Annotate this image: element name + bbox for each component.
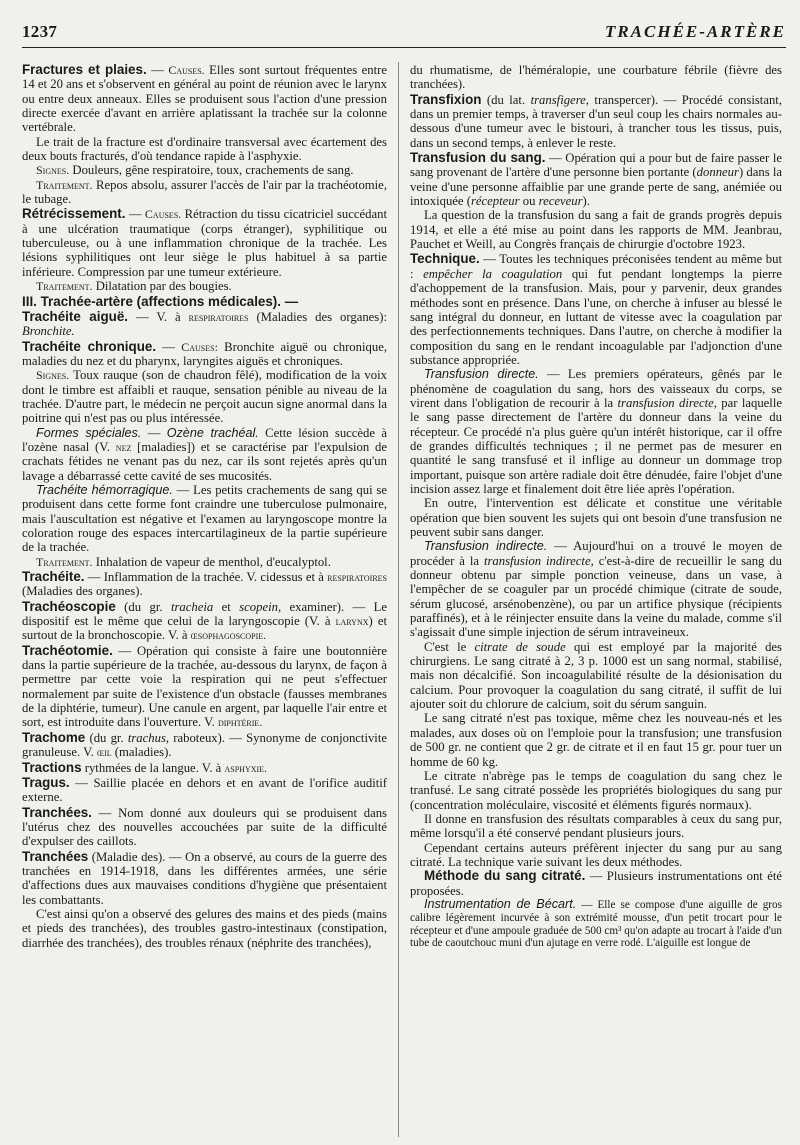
paragraph: Traitement. Inhalation de vapeur de menthol, d'eucalyptol. <box>36 554 331 569</box>
headword: Transfusion du sang. <box>410 150 546 166</box>
entry-tracheoscopie: Trachéoscopie (du gr. tracheia et scopein, examiner). — Le dispositif est le même que celui de la laryngoscopie (V. à larynx) et surtout de la bronchoscopie. V. à œsophagoscopie. <box>22 598 388 643</box>
entry-tractions: Tractions rythmées de la langue. V. à asphyxie. <box>22 759 268 775</box>
headword: Tranchées. <box>22 804 92 820</box>
headword: Transfixion <box>410 91 482 107</box>
entry-technique: Technique. — Toutes les techniques préconisées tendent au même but : empêcher la coagulation qui fut pendant longtemps la pierre d'achoppement de la transfusion. Mais, pour y parvenir, deux grandes méthodes sont en présence. Dans l'une, on cherche à infuser au blessé le sang intégral du donneur, en luttant de vitesse avec la coagulation par des perfectionnements techniques. Dans l'autre, on cherche à modifier la composition du sang en le rendant incoagulable par l'adjonction d'une substance appropriée. <box>410 251 783 367</box>
headword: Tranchées <box>22 848 89 864</box>
headword: Méthode du sang citraté. <box>424 868 586 884</box>
paragraph: Instrumentation de Bécart. — Elle se compose d'une aiguille de gros calibre légèrement incurvée à son extrémité mousse, d'un petit trocart pour le récepteur et d'une ampoule graduée de 500 cm³ qu'on adapte au trocart à l'aide d'un tube de caoutchouc muni d'un ajutage en verre rodé. L'aiguille est longue de <box>410 896 782 950</box>
entry-transfusion: Transfusion du sang. — Opération qui a pour but de faire passer le sang provenant de l'artère d'une personne bien portante (donneur) dans la veine d'une personne affaiblie par une grande perte de sang, anémiée ou intoxiquée (récepteur ou receveur). <box>410 150 782 209</box>
entry-tranchees: Tranchées. — Nom donné aux douleurs qui se produisent dans l'utérus chez des nouvelles accouchées par suite de la difficulté d'expulser des caillots. <box>22 804 387 849</box>
entry-transfixion: Transfixion (du lat. transfigere, transpercer). — Procédé consistant, dans un premier temps, à traverser d'un seul coup les chairs normales au-dessous d'une tumeur avec le bistouri, à trancher tous les tissus, puis, dans un second temps, à enlever le reste. <box>410 91 782 150</box>
headword: Technique. <box>410 251 480 267</box>
paragraph: Cependant certains auteurs préfèrent injecter du sang pur au sang citraté. La technique varie suivant les deux méthodes. <box>410 840 782 869</box>
headword: Trachéotomie. <box>22 642 113 658</box>
right-column <box>410 62 782 950</box>
headword: Trachéite chronique. <box>22 338 157 354</box>
entry-fractures: Fractures et plaies. — Causes. Elles sont surtout fréquentes entre 14 et 20 ans et s'observent en général au point de réunion avec le larynx ou entre deux anneaux. Elles se produisent sous l'action d'une pression directe exercée d'avant en arrière aplatissant la trachée sur la colonne vertébrale. <box>22 62 387 135</box>
paragraph: Il donne en transfusion des résultats comparables à ceux du sang pur, même lorsqu'il a été conservé pendant plusieurs jours. <box>410 811 782 841</box>
paragraph: Signes. Toux rauque (son de chaudron fêlé), modification de la voix dont le timbre est affaibli et rauque, sensation pénible au niveau de la trachée. D'autre part, le médecin ne perçoit aucun signe anormal dans la poitrine qui n'est pas ou plus intéressée. <box>22 368 387 426</box>
paragraph: Traitement. Dilatation par des bougies. <box>36 279 232 294</box>
paragraph: Trachéite hémorragique. — Les petits crachements de sang qui se produisent dans cette forme font craindre une tuberculose pulmonaire, mais l'auscultation est négative et l'examen au laryngoscope montre la coloration rouge des espaces intercartilagineux de la partie supérieure de la trachée. <box>22 482 387 555</box>
entry-trachome: Trachome (du gr. trachus, raboteux). — Synonyme de conjonctivite granuleuse. V. œil (maladies). <box>22 729 387 760</box>
section-heading: III. Trachée-artère (affections médicales). — <box>22 293 299 309</box>
headword: Trachéite. <box>22 569 85 585</box>
paragraph: Formes spéciales. — Ozène trachéal. Cette lésion succède à l'ozène nasal (V. nez [maladies]) et se caractérise par l'expulsion de crachats fétides ne venant pas du nez, car ils sont rejetés après qu'un lavage a débarrassé cette cavité de ses mucosités. <box>22 425 388 483</box>
entry-tracheotomie: Trachéotomie. — Opération qui consiste à faire une boutonnière dans la partie supérieure de la trachée, au-dessous du larynx, de façon à permettre par cette voie la respiration qui ne peut s'effectuer normalement par suite de l'existence d'un obstacle (fausses membranes de la diphtérie, tumeur). Une canule en argent, par laquelle l'air entre et sort, est introduite dans l'ouverture. V. diphtérie. <box>22 642 387 730</box>
paragraph: C'est le citrate de soude qui est employé par la majorité des chirurgiens. Le sang citraté à 2, 3 p. 1000 est un sang normal, stabilisé, mais non décalcifié. Son incoagulabilité résulte de la désionisation du calcium. Pour provoquer la coagulation du sang citraté, il suffit de lui ajouter soit du chlorure de calcium, soit du sérum sanguin. <box>410 639 782 712</box>
running-title: TRACHÉE-ARTÈRE <box>604 22 786 41</box>
headword: Trachéite aiguë. <box>22 308 128 324</box>
left-column <box>22 62 387 950</box>
paragraph: Méthode du sang citraté. — Plusieurs instrumentations ont été proposées. <box>410 868 782 898</box>
paragraph: Le citrate n'abrège pas le temps de coagulation du sang chez le tranfusé. Le sang citraté possède les propriétés biologiques du sang pur (concentration moléculaire, viscosité et éléments figurés normaux). <box>410 768 782 812</box>
column-divider <box>398 62 399 1137</box>
paragraph: En outre, l'intervention est délicate et constitue une véritable opération que bien souvent les sujets qui ont besoin d'une transfusion ne peuvent subir sans danger. <box>410 496 782 539</box>
entry-retrecissement: Rétrécissement. — Causes. Rétraction du tissu cicatriciel succédant à une ulcération traumatique (corps étranger), syphilitique ou tuberculeuse, ou à une inflammation chronique de la trachée. Les lésions syphilitiques ont leur siège le plus habituel à sa partie inférieure. Compression par une tumeur extérieure. <box>22 206 387 279</box>
page-header <box>0 0 800 48</box>
paragraph: Signes. Douleurs, gêne respiratoire, toux, crachements de sang. <box>36 163 354 178</box>
paragraph: Traitement. Repos absolu, assurer l'accès de l'air par la trachéotomie, le tubage. <box>22 177 387 207</box>
headword: Tragus. <box>22 774 70 790</box>
entry-tracheite-chronique: Trachéite chronique. — Causes: Bronchite aiguë ou chronique, maladies du nez et du pharynx, laryngites aiguës et chroniques. <box>22 338 388 368</box>
paragraph: C'est ainsi qu'on a observé des gelures des mains et des pieds (mains et pieds des tranchées), des troubles gastro-intestinaux (constipation, diarrhée des tranchées), des troubles rénaux (néphrite des tranchées), <box>22 906 387 950</box>
headword: Tractions <box>22 759 82 775</box>
paragraph: Transfusion indirecte. — Aujourd'hui on a trouvé le moyen de procéder à la transfusion indirecte, c'est-à-dire de recueillir le sang du donneur obtenu par simple ponction veineuse, dans un vase, à l'empêcher de se coaguler par un procédé chimique (citrate de soude, sérum glucosé, arsénobenzène), ou par un artifice physique (récipients paraffinés), et à le réinjecter ensuite dans la veine du malade, comme s'il s'agissait d'une simple injection de sérum intraveineux. <box>410 539 783 640</box>
headword: Trachome <box>22 729 86 745</box>
paragraph: La question de la transfusion du sang a fait de grands progrès depuis 1914, et elle a été mise au point dans les rapports de MM. Jeanbrau, Pauchet et Weill, au Congrès français de chirurgie d'octobre 1923. <box>410 208 782 252</box>
paragraph: Transfusion directe. — Les premiers opérateurs, gênés par le phénomène de coagulation du sang, hors des vaisseaux du corps, se virent dans l'obligation de recourir à la transfusion directe, par laquelle le sang passe directement de l'artère du donneur dans la veine du récepteur. Ce procédé n'a plus guère qu'un intérêt historique, car il offre de grandes difficultés techniques ; il ne permet pas de mesurer en quantité le sang transfusé et il inflige au donneur un dommage trop important, puisque son artère radiale doit être dénudée, faire l'objet d'une incision assez large et finalement doit être liée après l'opération. <box>410 367 782 496</box>
entry-maladie-tranchees: Tranchées (Maladie des). — On a observé, au cours de la guerre des tranchées en 1914-1918, dans les différentes armées, une série d'affections dues aux mauvaises conditions d'hygiène que présentaient les combattants. <box>22 848 387 907</box>
headword: Rétrécissement. <box>22 206 126 222</box>
header-rule <box>22 47 786 48</box>
headword: Trachéoscopie <box>22 598 116 614</box>
entry-tragus: Tragus. — Saillie placée en dehors et en avant de l'orifice auditif externe. <box>22 774 387 805</box>
headword: Fractures et plaies. <box>22 62 147 77</box>
paragraph: du rhumatisme, de l'héméralopie, une courbature fébrile (fièvre des tranchées). <box>410 63 782 92</box>
page-number: 1237 <box>22 22 58 41</box>
entry-tracheite: Trachéite. — Inflammation de la trachée. V. cidessus et à respiratoires (Maladies des organes). <box>22 569 387 599</box>
paragraph: Le sang citraté n'est pas toxique, même chez les nouveau-nés et les malades, aux doses où on l'emploie pour la transfusion; une transfusion de 500 gr. ne contient que 2 gr. de citrate et il en faut 15 gr. pour tuer un homme de 60 kg. <box>410 711 782 769</box>
entry-tracheite-aigue: Trachéite aiguë. — V. à respiratoires (Maladies des organes): Bronchite. <box>22 308 387 339</box>
paragraph: Le trait de la fracture est d'ordinaire transversal avec écartement des deux bouts fracturés, d'où tendance rapide à l'asphyxie. <box>22 134 387 164</box>
